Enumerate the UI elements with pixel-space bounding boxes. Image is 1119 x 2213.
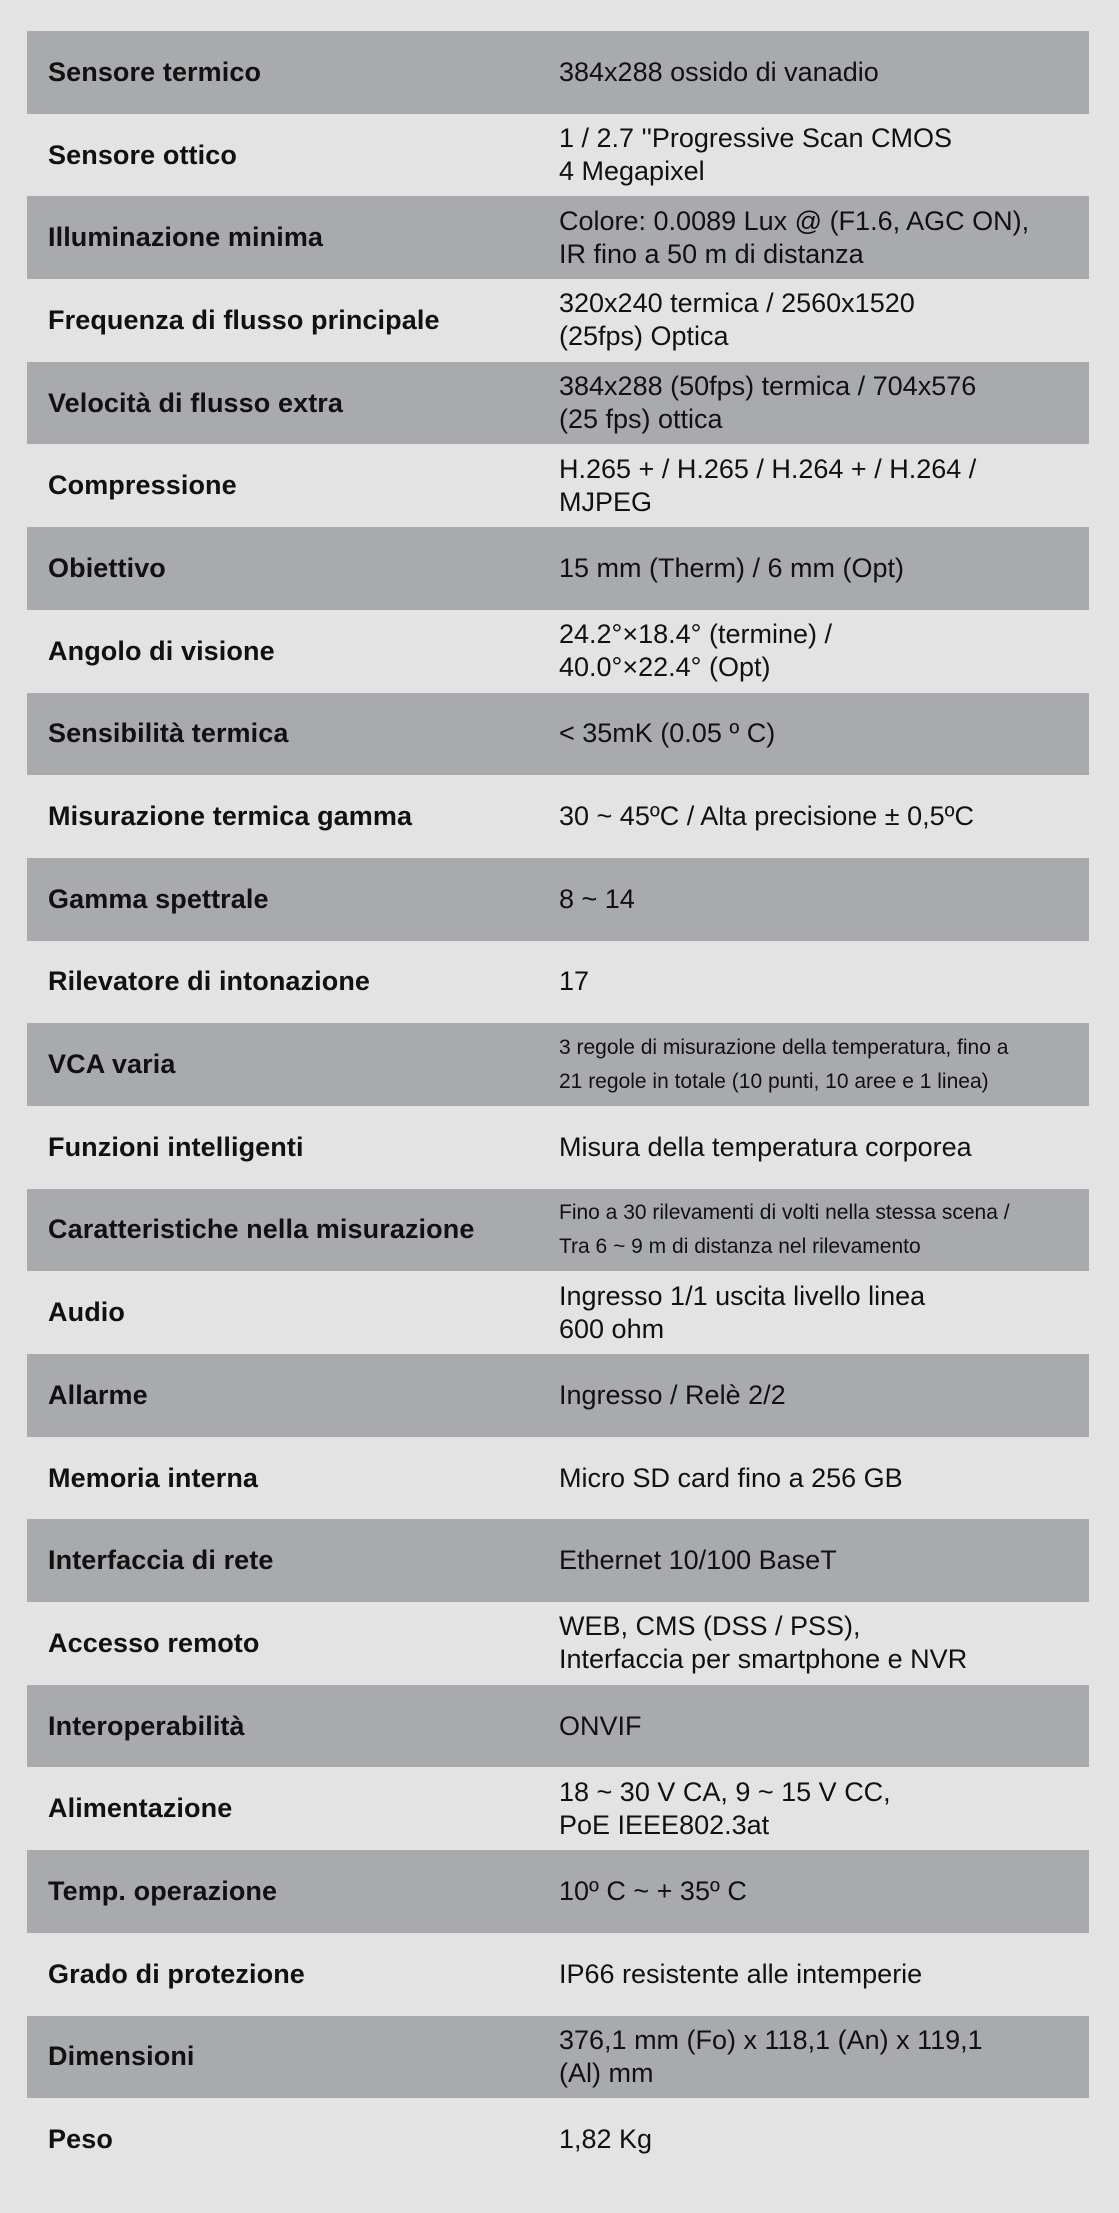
spec-label: Interoperabilità bbox=[48, 1710, 245, 1741]
spec-label: Sensore termico bbox=[48, 56, 262, 87]
spec-row bbox=[27, 1189, 1089, 1272]
spec-row bbox=[27, 1271, 1089, 1354]
spec-row bbox=[27, 610, 1089, 693]
spec-row bbox=[27, 775, 1089, 858]
spec-label: Dimensioni bbox=[48, 2041, 195, 2072]
spec-value: 24.2°×18.4° (termine) / 40.0°×22.4° (Opt) bbox=[559, 619, 832, 683]
spec-value: 17 bbox=[559, 966, 590, 997]
spec-value: IP66 resistente alle intemperie bbox=[559, 1958, 923, 1989]
spec-value: 320x240 termica / 2560x1520 (25fps) Optica bbox=[559, 288, 915, 352]
spec-row bbox=[27, 196, 1089, 279]
spec-value: 18 ~ 30 V CA, 9 ~ 15 V CC, PoE IEEE802.3at bbox=[559, 1776, 891, 1840]
spec-row bbox=[27, 941, 1089, 1024]
spec-row bbox=[27, 1685, 1089, 1768]
spec-row bbox=[27, 1602, 1089, 1685]
spec-value: H.265 + / H.265 / H.264 + / H.264 / MJPEG bbox=[559, 453, 977, 517]
spec-label: Rilevatore di intonazione bbox=[48, 966, 371, 997]
spec-label: Funzioni intelligenti bbox=[48, 1131, 304, 1162]
spec-value: ONVIF bbox=[559, 1710, 642, 1741]
spec-label: Compressione bbox=[48, 470, 237, 501]
spec-label: Sensibilità termica bbox=[48, 718, 289, 749]
spec-row bbox=[27, 2098, 1089, 2181]
spec-label: Allarme bbox=[48, 1379, 148, 1410]
spec-value: Fino a 30 rilevamenti di volti nella stessa scena / Tra 6 ~ 9 m di distanza nel rilevamento bbox=[559, 1200, 1010, 1258]
spec-row bbox=[27, 1354, 1089, 1437]
spec-value: 8 ~ 14 bbox=[559, 883, 635, 914]
spec-label: Angolo di visione bbox=[48, 635, 275, 666]
spec-value: Ethernet 10/100 BaseT bbox=[559, 1545, 837, 1576]
spec-value: 1,82 Kg bbox=[559, 2124, 653, 2155]
spec-row bbox=[27, 693, 1089, 776]
spec-row bbox=[27, 1933, 1089, 2016]
spec-row bbox=[27, 527, 1089, 610]
spec-label: Interfaccia di rete bbox=[48, 1545, 274, 1576]
spec-row bbox=[27, 31, 1089, 114]
spec-value: 376,1 mm (Fo) x 118,1 (An) x 119,1 (Al) mm bbox=[559, 2024, 983, 2088]
spec-row bbox=[27, 1767, 1089, 1850]
spec-label: Sensore ottico bbox=[48, 139, 237, 170]
spec-label: Peso bbox=[48, 2124, 113, 2155]
spec-row bbox=[27, 858, 1089, 941]
spec-row bbox=[27, 114, 1089, 197]
spec-label: Accesso remoto bbox=[48, 1627, 260, 1658]
spec-row bbox=[27, 279, 1089, 362]
spec-value: 10º C ~ + 35º C bbox=[559, 1875, 747, 1906]
spec-label: Memoria interna bbox=[48, 1462, 259, 1493]
spec-row bbox=[27, 1850, 1089, 1933]
spec-row bbox=[27, 2016, 1089, 2099]
spec-value: < 35mK (0.05 º C) bbox=[559, 718, 776, 749]
spec-row bbox=[27, 1437, 1089, 1520]
spec-value: WEB, CMS (DSS / PSS), Interfaccia per smartphone e NVR bbox=[559, 1611, 968, 1675]
spec-value: 1 / 2.7 ''Progressive Scan CMOS 4 Megapixel bbox=[559, 123, 952, 187]
spec-label: Velocità di flusso extra bbox=[48, 387, 344, 418]
spec-value: 3 regole di misurazione della temperatura, fino a 21 regole in totale (10 punti, 10 aree e 1 linea) bbox=[559, 1035, 1009, 1093]
spec-value: Colore: 0.0089 Lux @ (F1.6, AGC ON), IR fino a 50 m di distanza bbox=[559, 205, 1030, 269]
spec-row bbox=[27, 362, 1089, 445]
spec-value: Ingresso / Relè 2/2 bbox=[559, 1379, 786, 1410]
spec-value: 384x288 (50fps) termica / 704x576 (25 fps) ottica bbox=[559, 371, 977, 435]
spec-label: Alimentazione bbox=[48, 1793, 233, 1824]
spec-label: Gamma spettrale bbox=[48, 883, 269, 914]
spec-label: Grado di protezione bbox=[48, 1958, 305, 1989]
spec-row bbox=[27, 1023, 1089, 1106]
spec-value: 384x288 ossido di vanadio bbox=[559, 56, 879, 87]
spec-value: 30 ~ 45ºC / Alta precisione ± 0,5ºC bbox=[559, 801, 975, 832]
spec-value: 15 mm (Therm) / 6 mm (Opt) bbox=[559, 552, 905, 583]
spec-label: Audio bbox=[48, 1297, 125, 1328]
spec-value: Micro SD card fino a 256 GB bbox=[559, 1462, 903, 1493]
spec-row bbox=[27, 444, 1089, 527]
spec-label: Misurazione termica gamma bbox=[48, 801, 413, 832]
spec-label: VCA varia bbox=[48, 1049, 176, 1080]
spec-label: Caratteristiche nella misurazione bbox=[48, 1214, 475, 1245]
spec-value: Ingresso 1/1 uscita livello linea 600 ohm bbox=[559, 1280, 926, 1344]
spec-row bbox=[27, 1106, 1089, 1189]
spec-label: Obiettivo bbox=[48, 552, 166, 583]
spec-value: Misura della temperatura corporea bbox=[559, 1131, 972, 1162]
spec-label: Frequenza di flusso principale bbox=[48, 304, 440, 335]
spec-row bbox=[27, 1519, 1089, 1602]
spec-label: Illuminazione minima bbox=[48, 222, 324, 253]
spec-label: Temp. operazione bbox=[48, 1875, 278, 1906]
spec-table bbox=[27, 31, 1089, 2181]
